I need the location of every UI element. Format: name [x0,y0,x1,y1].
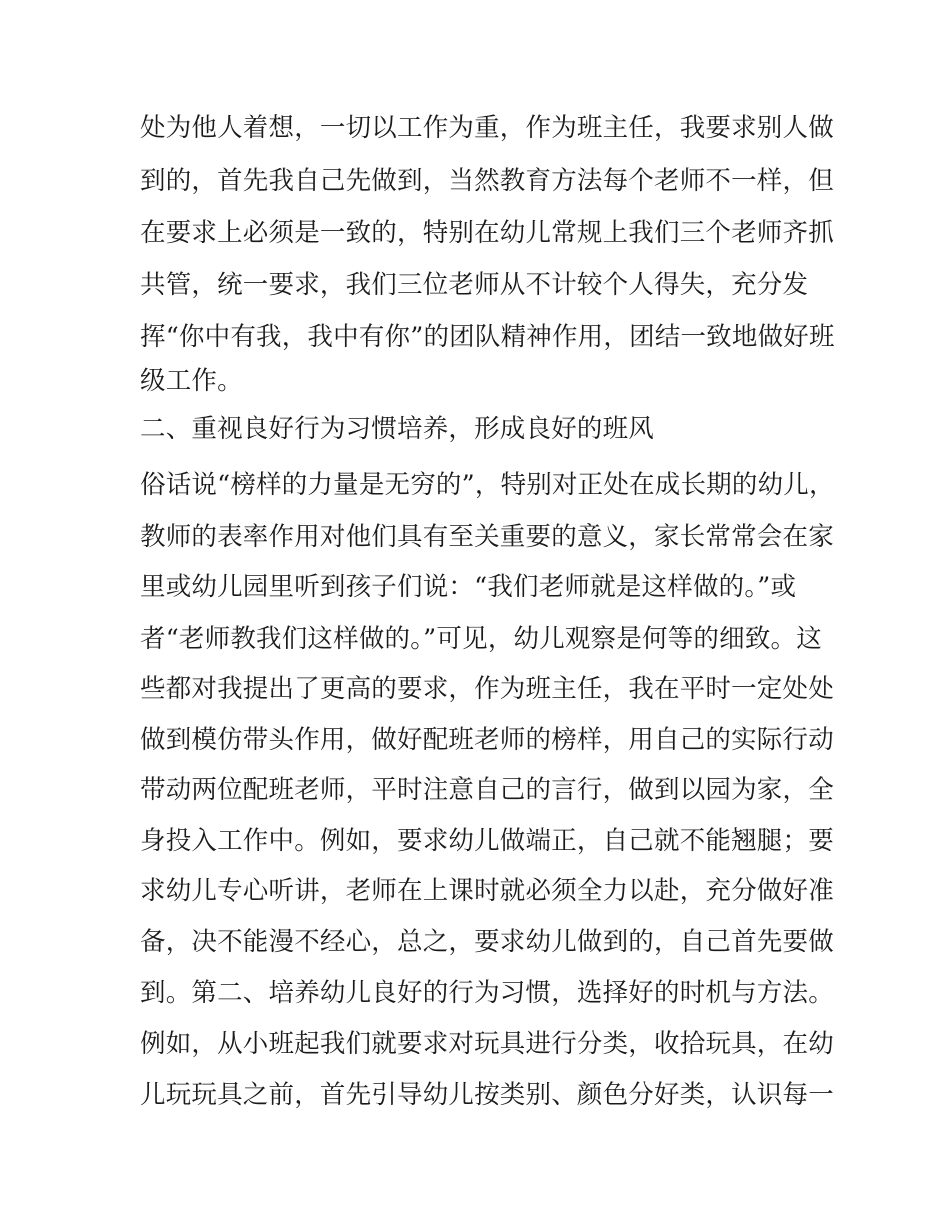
text-line: 到。第二、培养幼儿良好的行为习惯，选择好的时机与方法。 [140,978,834,1008]
text-line: 求幼儿专心听讲，老师在上课时就必须全力以赴，充分做好准 [140,876,834,906]
text-line: 挥“你中有我，我中有你”的团队精神作用，团结一致地做好班 [140,322,835,352]
text-line: 例如，从小班起我们就要求对玩具进行分类，收拾玩具，在幼 [140,1029,834,1059]
text-line: 身投入工作中。例如，要求幼儿做端正，自己就不能翘腿；要 [140,826,834,856]
text-line: 处为他人着想，一切以工作为重，作为班主任，我要求别人做 [140,113,834,143]
text-line: 教师的表率作用对他们具有至关重要的意义，家长常常会在家 [140,522,834,552]
section-heading: 二、重视良好行为习惯培养，形成良好的班风 [140,414,655,444]
text-line: 带动两位配班老师，平时注意自己的言行，做到以园为家，全 [140,775,834,805]
text-line: 儿玩玩具之前，首先引导幼儿按类别、颜色分好类，认识每一 [140,1080,834,1110]
text-line: 级工作。 [140,366,243,396]
text-line: 到的，首先我自己先做到，当然教育方法每个老师不一样，但 [140,166,834,196]
text-line: 备，决不能漫不经心，总之，要求幼儿做到的，自己首先要做 [140,927,834,957]
text-line: 里或幼儿园里听到孩子们说：“我们老师就是这样做的。”或 [140,572,797,602]
text-line: 者“老师教我们这样做的。”可见，幼儿观察是何等的细致。这 [140,624,822,654]
text-line: 些都对我提出了更高的要求，作为班主任，我在平时一定处处 [140,674,834,704]
text-line: 共管，统一要求，我们三位老师从不计较个人得失，充分发 [140,270,809,300]
text-line: 做到模仿带头作用，做好配班老师的榜样，用自己的实际行动 [140,725,834,755]
text-line: 在要求上必须是一致的，特别在幼儿常规上我们三个老师齐抓 [140,218,834,248]
text-line: 俗话说“榜样的力量是无穷的”，特别对正处在成长期的幼儿， [140,470,835,500]
